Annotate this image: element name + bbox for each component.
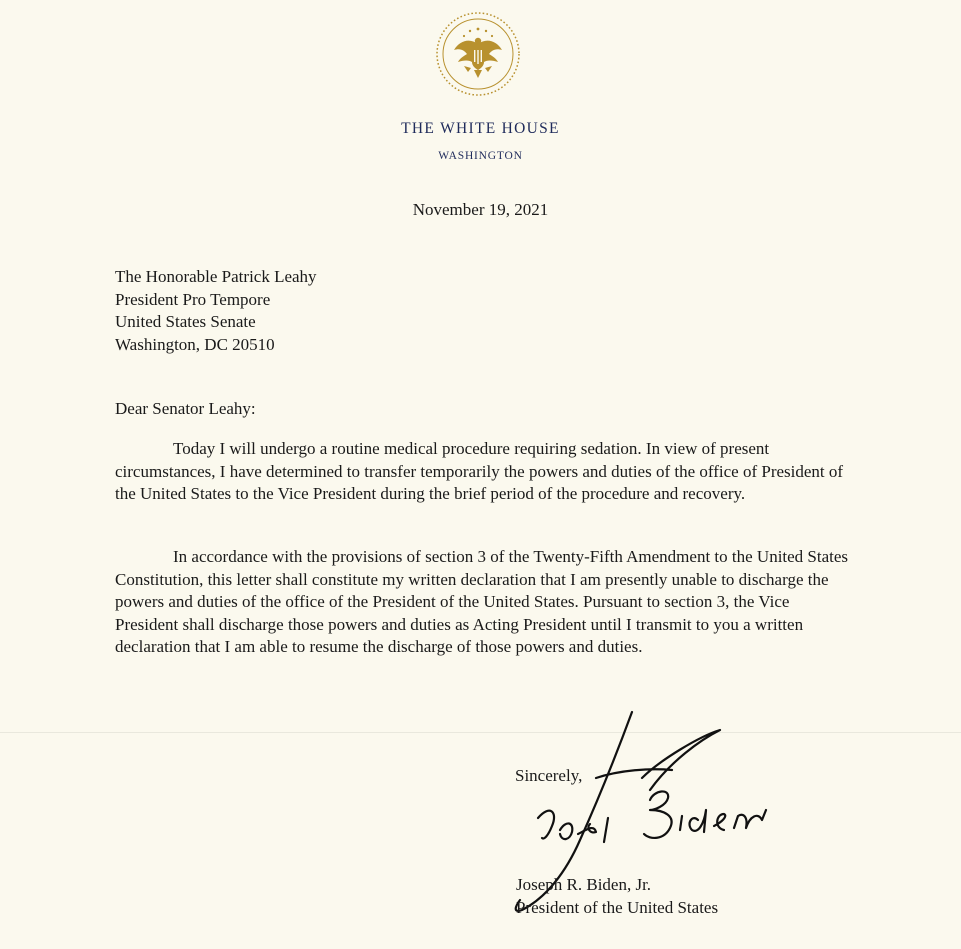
letterhead-title: THE WHITE HOUSE xyxy=(401,120,560,137)
page-fold-line xyxy=(0,732,961,733)
signer-title: President of the United States xyxy=(516,897,719,917)
recipient-title: President Pro Tempore xyxy=(115,289,271,309)
body-paragraph-1: Today I will undergo a routine medical procedure requiring sedation. In view of present circumstances, I have determined to transfer temporarily the powers and duties of the office of President of the United States to the Vice President during the brief period of the procedure and recovery. xyxy=(115,439,844,503)
signer-name: Joseph R. Biden, Jr. xyxy=(516,875,652,894)
letterhead-subtitle: WASHINGTON xyxy=(438,150,523,162)
body-paragraph-2: In accordance with the provisions of section 3 of the Twenty-Fifth Amendment to the United States Constitution, this letter shall constitute my written declaration that I am presently unable to discharge the powers and duties of the office of the President of the United States. Pursuant to section 3, the Vice President shall discharge those powers and duties as Acting President until I transmit to you a written declaration that I am able to resume the discharge of those powers and duties. xyxy=(115,547,849,656)
recipient-address-block xyxy=(115,266,317,356)
recipient-name: The Honorable Patrick Leahy xyxy=(115,267,317,286)
letter-date: November 19, 2021 xyxy=(412,200,549,219)
presidential-seal-icon xyxy=(434,10,522,98)
salutation: Dear Senator Leahy: xyxy=(115,399,256,418)
recipient-address: Washington, DC 20510 xyxy=(115,334,275,354)
signer-block xyxy=(516,874,718,919)
recipient-organization: United States Senate xyxy=(115,312,256,331)
closing: Sincerely, xyxy=(515,766,583,785)
